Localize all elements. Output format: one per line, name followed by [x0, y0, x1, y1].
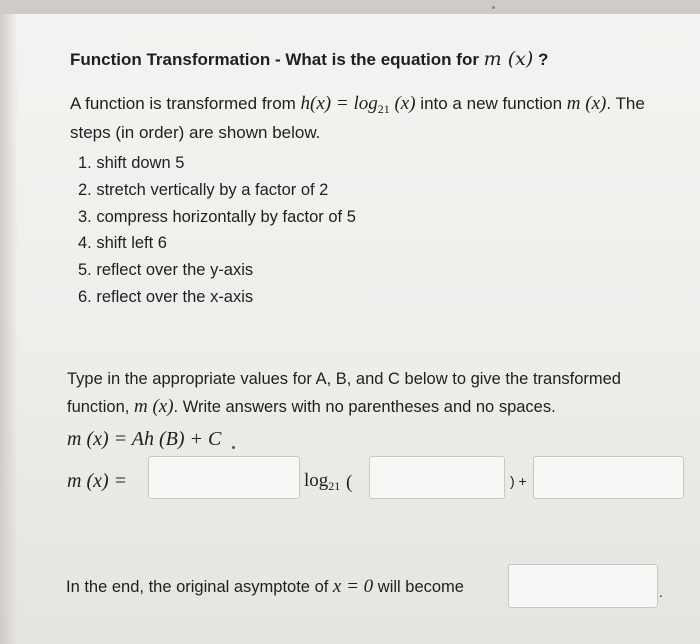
h-argument: (x) [389, 93, 416, 114]
steps-list [78, 150, 356, 311]
input-a[interactable] [148, 456, 300, 499]
step-item: 2. stretch vertically by a factor of 2 [78, 180, 329, 199]
title-function: m (x) [483, 48, 534, 70]
intro-line-1: A function is transformed from $h(x) = \log_{21} (x)$ into a new function m (x). The [70, 93, 645, 116]
final-period: . [659, 584, 663, 600]
intro-line-2: steps (in order) are shown below. [70, 123, 321, 142]
open-paren: ( [346, 472, 353, 493]
ink-mark [232, 446, 235, 449]
h-definition: h(x) = log [300, 93, 378, 114]
question-title: Function Transformation - What is the equation for m (x) ? [70, 48, 549, 70]
step-item: 6. reflect over the x-axis [78, 287, 254, 306]
h-log-base: 21 [377, 102, 390, 116]
answer-log-base: 21 [328, 479, 341, 493]
step-item: 4. shift left 6 [78, 234, 167, 253]
final-question: In the end, the original asymptote of x = 0 will become [66, 576, 464, 597]
answer-log: $\log_{21}$ [304, 470, 341, 493]
answer-lhs: m (x) = [67, 470, 128, 492]
input-c[interactable] [533, 456, 684, 499]
intro-m-function: m (x) [566, 93, 607, 114]
step-item: 1. shift down 5 [78, 154, 185, 172]
step-item: 3. compress horizontally by factor of 5 [78, 207, 356, 226]
instructions-line-2: function, m (x). Write answers with no parentheses and no spaces. [67, 396, 556, 417]
top-edge-strip [0, 0, 700, 15]
instructions [67, 366, 621, 421]
instructions-line-1: Type in the appropriate values for A, B, and C below to give the transformed [67, 370, 621, 388]
instructions-m-function: m (x) [133, 396, 174, 417]
asymptote-equation: x = 0 [332, 576, 374, 597]
step-item: 5. reflect over the y-axis [78, 261, 254, 280]
sheet-shadow [0, 14, 18, 644]
top-dot [492, 6, 495, 9]
close-paren-plus: ) + [510, 473, 527, 489]
intro-text [70, 90, 645, 147]
general-equation: m (x) = Ah (B) + C [67, 428, 222, 450]
input-b[interactable] [369, 456, 505, 499]
asymptote-input[interactable] [508, 564, 658, 608]
